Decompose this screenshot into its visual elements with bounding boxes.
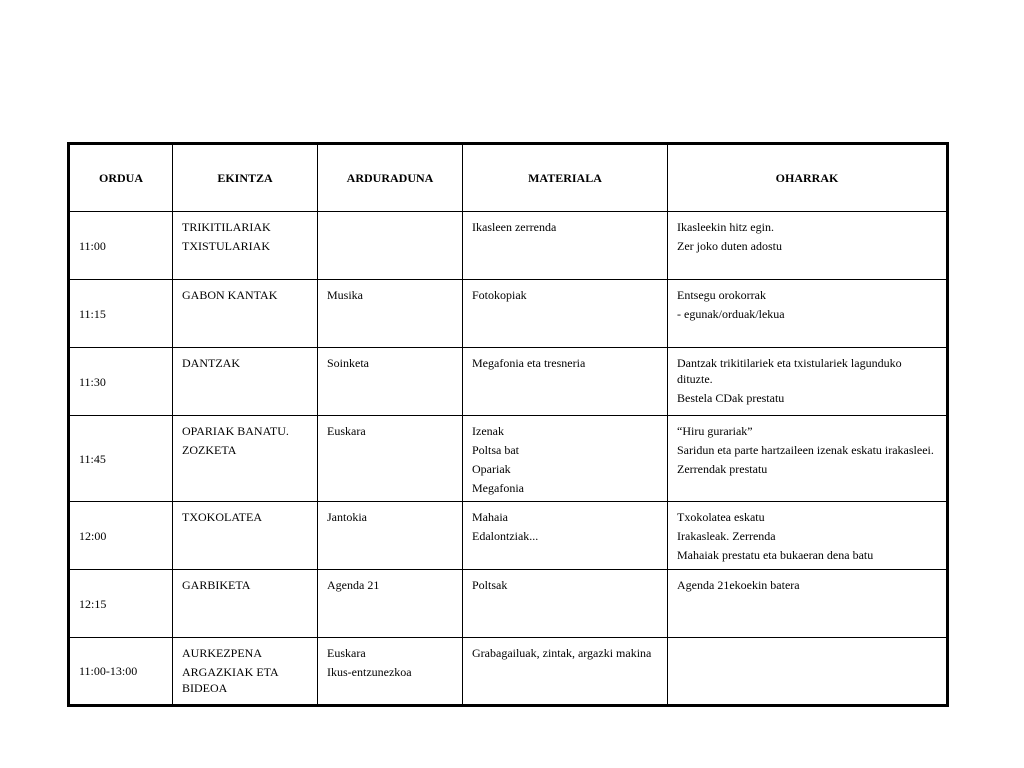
activity-cell <box>173 280 318 348</box>
notes-line: Irakasleak. Zerrenda <box>677 529 776 543</box>
notes-line: Ikasleekin hitz egin. <box>677 220 774 234</box>
activity-line: DANTZAK <box>182 356 240 370</box>
notes-line: Dantzak trikitilariek eta txistulariek lagunduko dituzte. <box>677 356 902 386</box>
time-cell: 11:00 <box>69 212 173 280</box>
notes-line: Mahaiak prestatu eta bukaeran dena batu <box>677 548 874 562</box>
responsible-line: Euskara <box>327 646 366 660</box>
responsible-line: Ikus-entzunezkoa <box>327 665 412 679</box>
activity-line: ARGAZKIAK ETA BIDEOA <box>182 665 279 695</box>
activity-cell <box>173 570 318 638</box>
schedule-table <box>67 142 949 707</box>
material-cell <box>463 502 668 570</box>
material-line: Mahaia <box>472 510 508 524</box>
activity-cell <box>173 638 318 706</box>
table-row <box>69 416 948 502</box>
table-row <box>69 570 948 638</box>
responsible-cell <box>318 212 463 280</box>
notes-line: - egunak/orduak/lekua <box>677 307 785 321</box>
activity-line: TXISTULARIAK <box>182 239 270 253</box>
responsible-cell <box>318 416 463 502</box>
notes-line: Saridun eta parte hartzaileen izenak eskatu irakasleei. <box>677 443 934 457</box>
material-line: Megafonia <box>472 481 524 495</box>
responsible-cell <box>318 348 463 416</box>
material-line: Poltsa bat <box>472 443 519 457</box>
responsible-cell <box>318 502 463 570</box>
time-cell: 11:45 <box>69 416 173 502</box>
material-cell <box>463 570 668 638</box>
time-cell: 12:15 <box>69 570 173 638</box>
table-row <box>69 348 948 416</box>
notes-cell <box>668 638 948 706</box>
responsible-line: Musika <box>327 288 363 302</box>
responsible-line: Soinketa <box>327 356 369 370</box>
activity-line: ZOZKETA <box>182 443 237 457</box>
responsible-line: Jantokia <box>327 510 367 524</box>
activity-cell <box>173 416 318 502</box>
material-cell <box>463 212 668 280</box>
responsible-line: Euskara <box>327 424 366 438</box>
notes-line: Txokolatea eskatu <box>677 510 765 524</box>
table-row <box>69 280 948 348</box>
notes-cell <box>668 570 948 638</box>
activity-line: TRIKITILARIAK <box>182 220 271 234</box>
responsible-cell <box>318 638 463 706</box>
responsible-line: Agenda 21 <box>327 578 380 592</box>
notes-line: Bestela CDak prestatu <box>677 391 785 405</box>
material-line: Grabagailuak, zintak, argazki makina <box>472 646 652 660</box>
time-cell: 11:30 <box>69 348 173 416</box>
header-oharrak: OHARRAK <box>668 144 948 212</box>
header-ordua: ORDUA <box>69 144 173 212</box>
notes-line: Agenda 21ekoekin batera <box>677 578 800 592</box>
material-cell <box>463 348 668 416</box>
material-line: Fotokopiak <box>472 288 527 302</box>
material-line: Izenak <box>472 424 504 438</box>
material-line: Edalontziak... <box>472 529 539 543</box>
table-row <box>69 638 948 706</box>
activity-cell <box>173 502 318 570</box>
header-row <box>69 144 948 212</box>
activity-line: OPARIAK BANATU. <box>182 424 289 438</box>
material-cell <box>463 280 668 348</box>
header-arduraduna: ARDURADUNA <box>318 144 463 212</box>
notes-line: Entsegu orokorrak <box>677 288 766 302</box>
time-cell: 11:15 <box>69 280 173 348</box>
activity-line: GARBIKETA <box>182 578 251 592</box>
activity-line: GABON KANTAK <box>182 288 278 302</box>
activity-line: AURKEZPENA <box>182 646 262 660</box>
material-line: Poltsak <box>472 578 508 592</box>
table-row <box>69 502 948 570</box>
notes-cell <box>668 280 948 348</box>
header-ekintza: EKINTZA <box>173 144 318 212</box>
material-cell <box>463 638 668 706</box>
time-cell: 12:00 <box>69 502 173 570</box>
responsible-cell <box>318 570 463 638</box>
activity-cell <box>173 348 318 416</box>
responsible-cell <box>318 280 463 348</box>
notes-line: “Hiru gurariak” <box>677 424 753 438</box>
notes-line: Zer joko duten adostu <box>677 239 782 253</box>
notes-line: Zerrendak prestatu <box>677 462 768 476</box>
activity-line: TXOKOLATEA <box>182 510 262 524</box>
notes-cell <box>668 502 948 570</box>
material-line: Ikasleen zerrenda <box>472 220 557 234</box>
header-materiala: MATERIALA <box>463 144 668 212</box>
material-cell <box>463 416 668 502</box>
notes-cell <box>668 212 948 280</box>
notes-cell <box>668 348 948 416</box>
activity-cell <box>173 212 318 280</box>
material-line: Megafonia eta tresneria <box>472 356 586 370</box>
table-row <box>69 212 948 280</box>
time-cell: 11:00-13:00 <box>69 638 173 706</box>
notes-cell <box>668 416 948 502</box>
material-line: Opariak <box>472 462 511 476</box>
